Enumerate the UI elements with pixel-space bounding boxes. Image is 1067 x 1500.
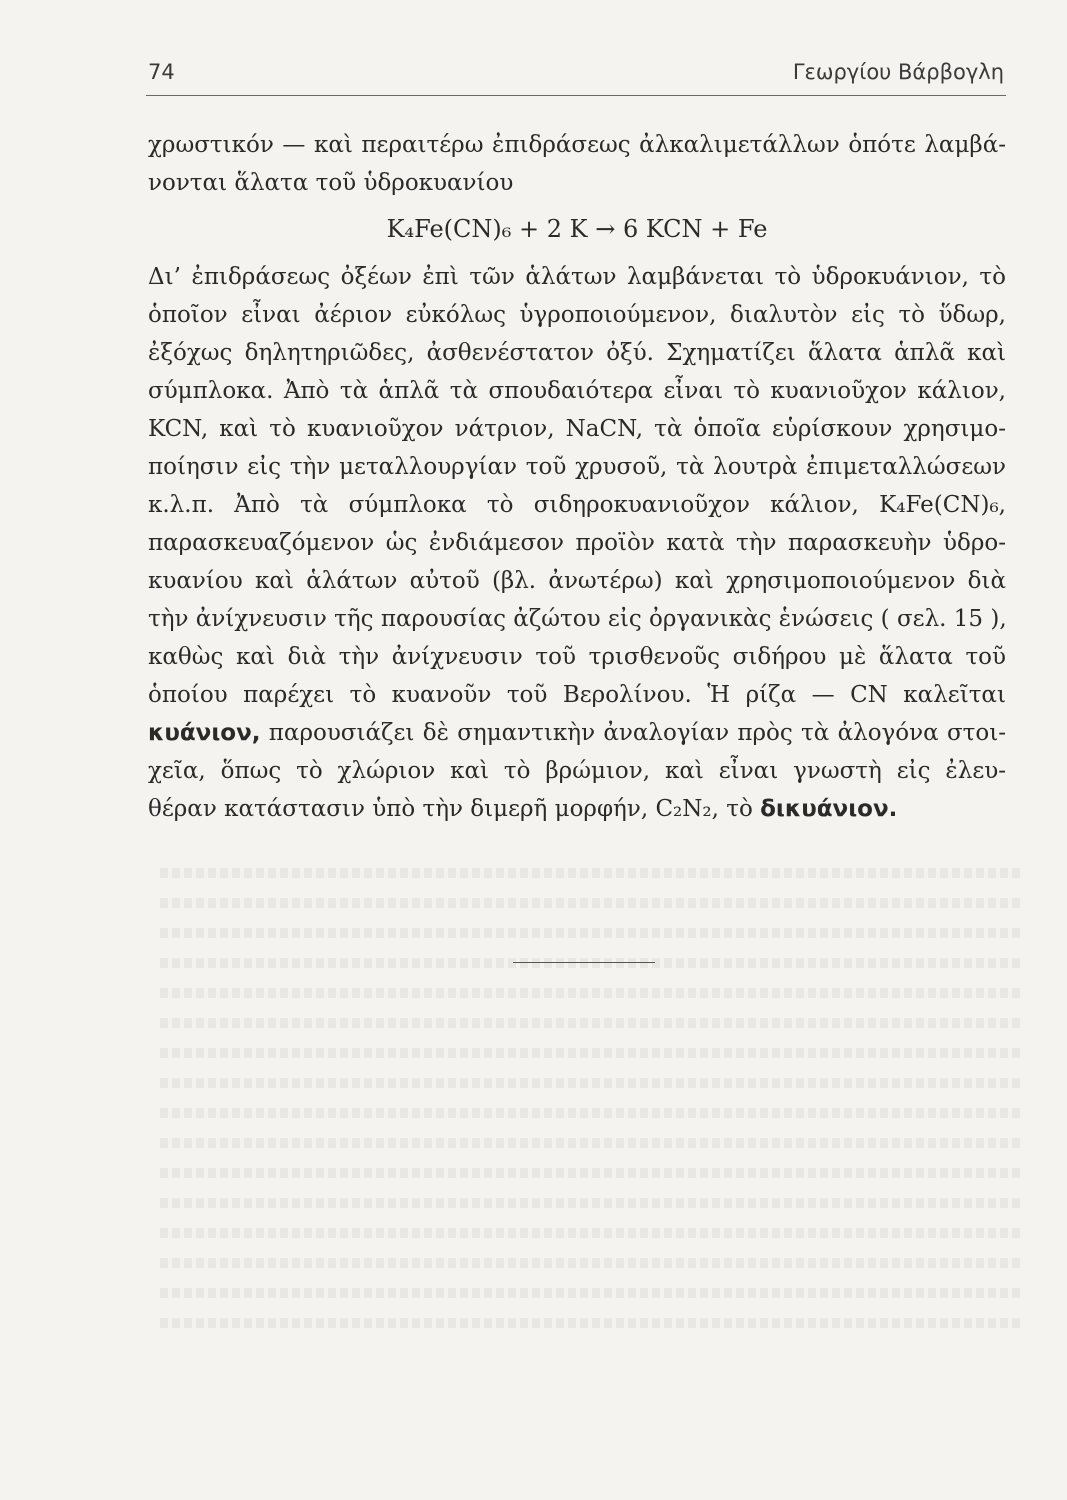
text-line: ὁποῖον εἶναι ἀέριον εὐκόλως ὑγροποιούμενον, διαλυτὸν εἰς τὸ ὕδωρ, xyxy=(148,302,1006,328)
running-header xyxy=(148,56,1004,92)
text-line: KCN, καὶ τὸ κυανιοῦχον νάτριον, NaCN, τὰ ὁποῖα εὑρίσκουν χρησιμο- xyxy=(148,416,1006,442)
text-line: ἐξόχως δηλητηριῶδες, ἀσθενέστατον ὀξύ. Σχηματίζει ἅλατα ἁπλᾶ καὶ xyxy=(148,340,1006,366)
running-head-author: Γεωργίου Βάρβογλη xyxy=(792,60,1004,84)
end-divider xyxy=(513,962,655,963)
text-fragment: παρουσιάζει δὲ σημαντικὴν ἀναλογίαν πρὸς τὰ ἀλογόνα στοι- xyxy=(260,720,1006,746)
text-line xyxy=(148,714,1006,752)
text-line: σύμπλοκα. Ἀπὸ τὰ ἁπλᾶ τὰ σπουδαιότερα εἶναι τὸ κυανιοῦχον κάλιον, xyxy=(148,378,1006,404)
chemical-equation: K₄Fe(CN)₆ + 2 K → 6 KCN + Fe xyxy=(386,215,768,243)
text-line: Δι’ ἐπιδράσεως ὀξέων ἐπὶ τῶν ἁλάτων λαμβάνεται τὸ ὑδροκυάνιον, τὸ xyxy=(148,264,1006,290)
text-line: ὁποίου παρέχει τὸ κυανοῦν τοῦ Βερολίνου. Ἡ ρίζα — CN καλεῖται xyxy=(148,682,1006,708)
text-line: καθὼς καὶ διὰ τὴν ἀνίχνευσιν τοῦ τρισθενοῦς σιδήρου μὲ ἅλατα τοῦ xyxy=(148,644,1006,670)
text-line: νονται ἅλατα τοῦ ὑδροκυανίου xyxy=(148,170,514,196)
page-number: 74 xyxy=(148,60,175,84)
text-line: ποίησιν εἰς τὴν μεταλλουργίαν τοῦ χρυσοῦ, τὰ λουτρὰ ἐπιμεταλλώσεων xyxy=(148,454,1006,480)
text-line: χρωστικόν — καὶ περαιτέρω ἐπιδράσεως ἀλκαλιμετάλλων ὁπότε λαμβά- xyxy=(148,132,1006,158)
text-fragment: θέραν κατάστασιν ὑπὸ τὴν διμερῆ μορφήν, C₂N₂, τὸ xyxy=(148,796,761,822)
text-line: τὴν ἀνίχνευσιν τῆς παρουσίας ἀζώτου εἰς ὀργανικὰς ἑνώσεις ( σελ. 15 ), xyxy=(148,606,1007,632)
text-line: κυανίου καὶ ἁλάτων αὐτοῦ (βλ. ἀνωτέρω) καὶ χρησιμοποιούμενον διὰ xyxy=(148,568,1006,594)
text-line: παρασκευαζόμενον ὡς ἐνδιάμεσον προϊὸν κατὰ τὴν παρασκευὴν ὑδρο- xyxy=(148,530,1006,556)
text-line: χεῖα, ὅπως τὸ χλώριον καὶ τὸ βρώμιον, καὶ εἶναι γνωστὴ εἰς ἐλευ- xyxy=(148,758,1006,784)
body-text xyxy=(148,126,1006,828)
text-line xyxy=(148,790,1006,828)
bleed-through-text xyxy=(160,860,1020,1460)
term-kyanion: κυάνιον, xyxy=(148,720,261,746)
header-rule xyxy=(146,95,1006,96)
term-dikyanion: δικυάνιον. xyxy=(760,796,898,822)
text-line: κ.λ.π. Ἀπὸ τὰ σύμπλοκα τὸ σιδηροκυανιοῦχον κάλιον, K₄Fe(CN)₆, xyxy=(148,492,1006,518)
